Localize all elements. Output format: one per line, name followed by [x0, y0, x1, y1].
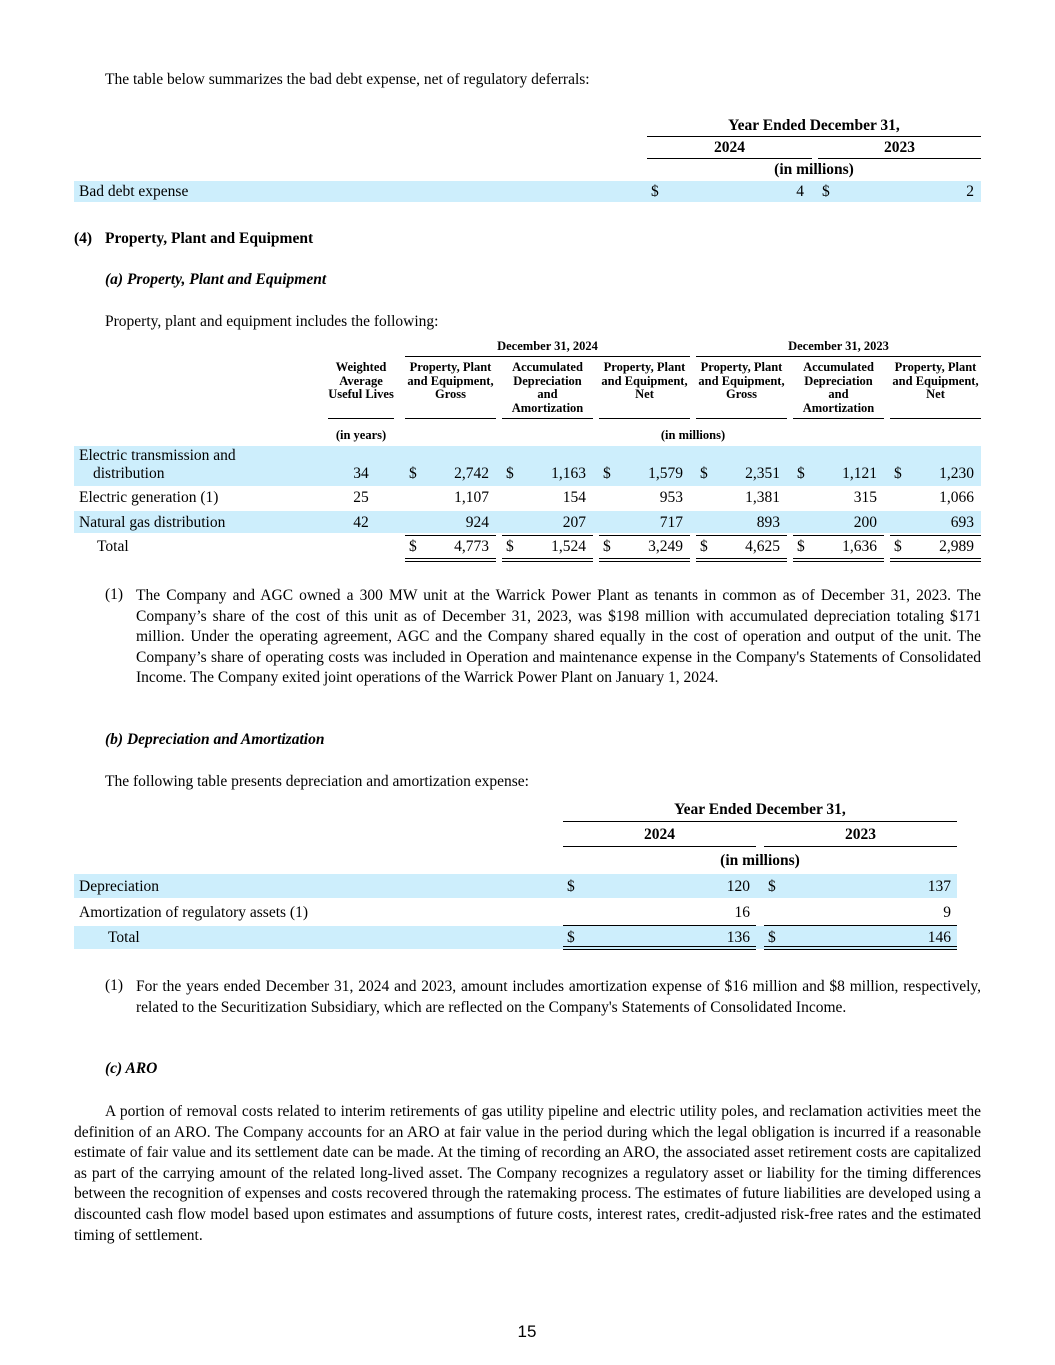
bad-debt-label: Bad debt expense — [79, 183, 189, 200]
col-header-accum-2023: Accumulated Depreciation and Amortization — [802, 360, 875, 415]
rule — [793, 418, 884, 419]
accum-2023-value: 315 — [853, 489, 877, 506]
row-label-cont: distribution — [93, 465, 165, 482]
currency-symbol: $ — [822, 183, 830, 200]
rule — [599, 535, 690, 536]
aro-paragraph: A portion of removal costs related to interim retirements of gas utility pipeline and electric utility poles, and reclamation activities meet the definition of an ARO. The Company accounts for an ARO at fair value in the period during which the legal obligation is incurred if a reasonable estimate of fair value and its settlement date can be made. At the timing of recording an ARO, the associated asset retirement costs are capitalized as part of the carrying amount of the related long-lived asset. The Company recognizes a regulatory asset or liability for the timing differences between the recognition of expenses and costs recovered through the ratemaking process. The estimates of future liabilities are developed using a discounted cash flow model based upon estimates and assumptions of future costs, interest rates, credit-adjusted risk-free rates and the estimated timing of settlement. — [74, 1103, 981, 1244]
subsection-b-title: (b) Depreciation and Amortization — [105, 731, 325, 748]
currency-symbol: $ — [506, 465, 514, 482]
currency-symbol: $ — [894, 465, 902, 482]
col-header-gross-2023: Property, Plant and Equipment, Gross — [698, 360, 785, 402]
double-rule — [502, 558, 593, 562]
row-label: Electric generation (1) — [79, 489, 219, 506]
dep-2023-value: 137 — [927, 878, 951, 895]
currency-symbol: $ — [700, 538, 708, 555]
rule — [328, 418, 394, 419]
amort-2023-value: 9 — [943, 904, 951, 921]
gross-2024-total: 4,773 — [454, 538, 489, 555]
net-2024-value: 717 — [659, 514, 683, 531]
net-2023-total: 2,989 — [939, 538, 974, 555]
bad-debt-2023-value: 2 — [966, 183, 974, 200]
bad-debt-intro: The table below summarizes the bad debt expense, net of regulatory deferrals: — [105, 71, 590, 88]
currency-symbol: $ — [797, 465, 805, 482]
currency-symbol: $ — [603, 465, 611, 482]
unit-millions: (in millions) — [660, 428, 726, 442]
rule — [647, 136, 981, 137]
double-rule — [696, 558, 787, 562]
double-rule — [764, 946, 957, 950]
accum-2024-value: 207 — [562, 514, 586, 531]
currency-symbol: $ — [567, 929, 575, 946]
net-2023-value: 1,230 — [939, 465, 974, 482]
section-title: Property, Plant and Equipment — [105, 230, 314, 247]
currency-symbol: $ — [768, 878, 776, 895]
lives-value: 42 — [353, 514, 369, 531]
total-label: Total — [108, 929, 140, 946]
gross-2023-value: 2,351 — [745, 465, 780, 482]
total-2023-value: 146 — [927, 929, 951, 946]
double-rule — [890, 558, 981, 562]
currency-symbol: $ — [603, 538, 611, 555]
gross-2023-value: 893 — [756, 514, 780, 531]
rule — [405, 356, 690, 357]
footnote-dep-text: For the years ended December 31, 2024 and 2023, amount includes amortization expense of $16 million and $8 million, respectively, related to the Securitization Subsidiary, which are reflected on the Company's Statements of Consolidated Income. — [136, 978, 981, 1016]
dep-2024-value: 120 — [726, 878, 750, 895]
section-number: (4) — [74, 230, 93, 247]
col-header-gross-2024: Property, Plant and Equipment, Gross — [407, 360, 494, 402]
col-header-lives: Weighted Average Useful Lives — [328, 360, 394, 402]
currency-symbol: $ — [567, 878, 575, 895]
gross-2024-value: 924 — [465, 514, 489, 531]
footnote-marker: (1) — [105, 977, 124, 994]
rule — [818, 158, 981, 159]
double-rule — [599, 558, 690, 562]
rule — [647, 158, 812, 159]
lives-value: 25 — [353, 489, 369, 506]
bad-debt-year-2024: 2024 — [714, 139, 745, 156]
dep-year-2024: 2024 — [644, 826, 675, 843]
rule — [563, 846, 756, 847]
gross-2024-value: 2,742 — [454, 465, 489, 482]
rule — [502, 535, 593, 536]
double-rule — [793, 558, 884, 562]
currency-symbol: $ — [506, 538, 514, 555]
dep-period-header: Year Ended December 31, — [674, 801, 846, 818]
rule — [696, 418, 787, 419]
lives-value: 34 — [353, 465, 369, 482]
row-label: Amortization of regulatory assets (1) — [79, 904, 308, 921]
double-rule — [563, 946, 756, 950]
currency-symbol: $ — [409, 538, 417, 555]
rule — [890, 418, 981, 419]
total-label: Total — [97, 538, 129, 555]
subsection-b-intro: The following table presents depreciation and amortization expense: — [105, 773, 529, 790]
net-2024-value: 1,579 — [648, 465, 683, 482]
currency-symbol: $ — [797, 538, 805, 555]
rule — [793, 535, 884, 536]
accum-2024-value: 154 — [562, 489, 586, 506]
accum-2023-total: 1,636 — [842, 538, 877, 555]
page-number: 15 — [517, 1322, 537, 1341]
total-2024-value: 136 — [726, 929, 750, 946]
double-rule — [405, 558, 496, 562]
bad-debt-2024-value: 4 — [796, 183, 804, 200]
gross-2023-value: 1,381 — [745, 489, 780, 506]
net-2024-total: 3,249 — [648, 538, 683, 555]
bad-debt-year-2023: 2023 — [884, 139, 915, 156]
ppe-period-2023: December 31, 2023 — [788, 339, 889, 353]
gross-2024-value: 1,107 — [454, 489, 489, 506]
subsection-a-intro: Property, plant and equipment includes the following: — [105, 313, 439, 330]
bad-debt-unit: (in millions) — [774, 161, 854, 178]
dep-unit: (in millions) — [720, 852, 800, 869]
currency-symbol: $ — [894, 538, 902, 555]
footnote-ppe-text: The Company and AGC owned a 300 MW unit at the Warrick Power Plant as tenants in common as of December 31, 2023. The Company’s share of the cost of this unit as of December 31, 2023, was $198 million with accumulated depreciation totaling $171 million. Under the operating agreement, AGC and the Company shared equally in the cost of operation and output of the unit. The Company’s share of operating costs was included in Operation and maintenance expense in the Company's Statements of Consolidated Income. The Company exited joint operations of the Warrick Power Plant on January 1, 2024. — [136, 587, 981, 687]
gross-2023-total: 4,625 — [745, 538, 780, 555]
rule — [764, 846, 957, 847]
accum-2024-value: 1,163 — [551, 465, 586, 482]
currency-symbol: $ — [409, 465, 417, 482]
amort-2024-value: 16 — [734, 904, 750, 921]
accum-2023-value: 200 — [853, 514, 877, 531]
currency-symbol: $ — [700, 465, 708, 482]
subsection-a-title: (a) Property, Plant and Equipment — [105, 271, 327, 288]
footnote-marker: (1) — [105, 586, 124, 603]
rule — [599, 418, 690, 419]
rule — [696, 535, 787, 536]
subsection-c-title: (c) ARO — [105, 1060, 158, 1077]
col-header-accum-2024: Accumulated Depreciation and Amortization — [511, 360, 584, 415]
ppe-period-2024: December 31, 2024 — [497, 339, 598, 353]
rule — [405, 535, 496, 536]
bad-debt-period-header: Year Ended December 31, — [728, 117, 900, 134]
table-row — [74, 874, 957, 898]
col-header-net-2024: Property, Plant and Equipment, Net — [601, 360, 688, 402]
col-header-net-2023: Property, Plant and Equipment, Net — [892, 360, 979, 402]
currency-symbol: $ — [768, 929, 776, 946]
rule — [502, 418, 593, 419]
rule — [696, 356, 981, 357]
net-2023-value: 1,066 — [939, 489, 974, 506]
rule — [405, 418, 496, 419]
row-label: Electric transmission and — [79, 447, 236, 464]
row-label: Natural gas distribution — [79, 514, 226, 531]
dep-year-2023: 2023 — [845, 826, 876, 843]
unit-years: (in years) — [335, 428, 387, 442]
accum-2024-total: 1,524 — [551, 538, 586, 555]
rule — [563, 821, 957, 822]
table-row — [74, 181, 981, 202]
net-2024-value: 953 — [659, 489, 683, 506]
accum-2023-value: 1,121 — [842, 465, 877, 482]
currency-symbol: $ — [651, 183, 659, 200]
row-label: Depreciation — [79, 878, 160, 895]
net-2023-value: 693 — [950, 514, 974, 531]
rule — [890, 535, 981, 536]
